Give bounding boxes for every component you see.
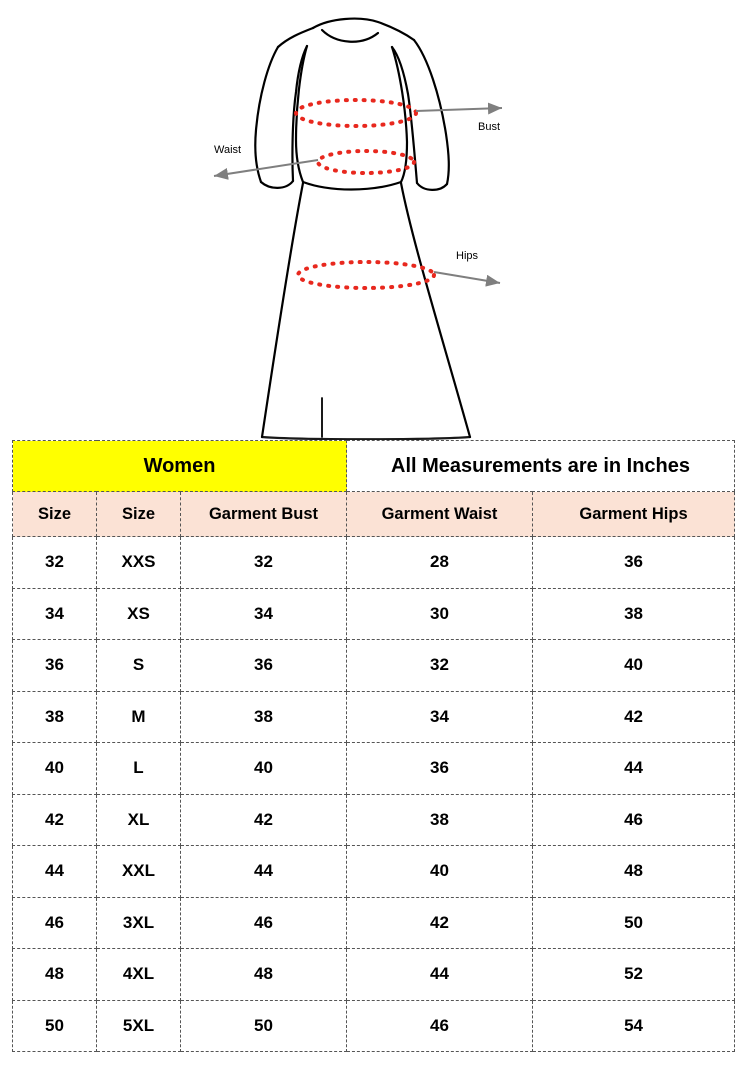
table-cell: 46 (181, 897, 347, 949)
table-cell: 40 (533, 640, 735, 692)
table-cell: 30 (347, 588, 533, 640)
table-row (13, 794, 735, 846)
table-cell: 5XL (97, 1000, 181, 1052)
table-cell: 38 (533, 588, 735, 640)
hips-arrow (434, 272, 500, 283)
bust-measure-ellipse (296, 100, 416, 126)
table-row (13, 897, 735, 949)
table-row (13, 588, 735, 640)
table-row (13, 949, 735, 1001)
header-cell: Garment Hips (533, 492, 735, 537)
table-cell: 28 (347, 537, 533, 589)
table-cell: XXL (97, 846, 181, 898)
table-cell: 40 (347, 846, 533, 898)
table-row (13, 846, 735, 898)
title-women-cell: Women (13, 441, 347, 492)
table-cell: 36 (181, 640, 347, 692)
table-cell: 44 (533, 743, 735, 795)
bust-arrow (416, 108, 502, 111)
table-cell: 52 (533, 949, 735, 1001)
woman-figure-illustration (0, 0, 746, 440)
table-cell: 48 (181, 949, 347, 1001)
table-title-row (13, 441, 735, 492)
table-cell: 42 (533, 691, 735, 743)
size-chart-table (12, 440, 735, 1052)
table-cell: 50 (533, 897, 735, 949)
header-cell: Garment Waist (347, 492, 533, 537)
table-cell: 40 (13, 743, 97, 795)
table-cell: 42 (347, 897, 533, 949)
table-row (13, 537, 735, 589)
title-measurements-cell: All Measurements are in Inches (347, 441, 735, 492)
dress-outline (255, 19, 470, 440)
table-cell: 46 (347, 1000, 533, 1052)
table-row (13, 743, 735, 795)
table-cell: 46 (13, 897, 97, 949)
waist-measure-ellipse (318, 151, 414, 173)
table-cell: 48 (13, 949, 97, 1001)
table-cell: L (97, 743, 181, 795)
table-cell: 38 (181, 691, 347, 743)
table-cell: 32 (181, 537, 347, 589)
hips-measure-ellipse (298, 262, 434, 288)
table-cell: 36 (347, 743, 533, 795)
table-row (13, 640, 735, 692)
waist-arrow (214, 160, 318, 176)
table-cell: XS (97, 588, 181, 640)
table-cell: 50 (181, 1000, 347, 1052)
table-cell: 54 (533, 1000, 735, 1052)
table-cell: 34 (13, 588, 97, 640)
table-cell: 50 (13, 1000, 97, 1052)
table-cell: 3XL (97, 897, 181, 949)
table-cell: 38 (13, 691, 97, 743)
table-cell: 38 (347, 794, 533, 846)
table-cell: XL (97, 794, 181, 846)
table-cell: 42 (13, 794, 97, 846)
size-table-container (12, 440, 734, 1052)
table-cell: S (97, 640, 181, 692)
table-cell: 32 (13, 537, 97, 589)
table-cell: 44 (347, 949, 533, 1001)
header-cell: Size (97, 492, 181, 537)
header-cell: Size (13, 492, 97, 537)
waist-label: Waist (214, 144, 242, 156)
table-cell: 4XL (97, 949, 181, 1001)
hips-label: Hips (456, 250, 479, 262)
header-cell: Garment Bust (181, 492, 347, 537)
table-cell: M (97, 691, 181, 743)
table-cell: 42 (181, 794, 347, 846)
table-cell: 44 (181, 846, 347, 898)
table-cell: 36 (533, 537, 735, 589)
table-cell: 48 (533, 846, 735, 898)
table-cell: 44 (13, 846, 97, 898)
table-cell: 34 (181, 588, 347, 640)
table-cell: 40 (181, 743, 347, 795)
table-cell: 34 (347, 691, 533, 743)
table-cell: XXS (97, 537, 181, 589)
table-cell: 46 (533, 794, 735, 846)
bust-label: Bust (478, 121, 501, 133)
table-row (13, 1000, 735, 1052)
table-header-row (13, 492, 735, 537)
table-cell: 32 (347, 640, 533, 692)
table-row (13, 691, 735, 743)
table-cell: 36 (13, 640, 97, 692)
size-chart-diagram (0, 0, 746, 440)
